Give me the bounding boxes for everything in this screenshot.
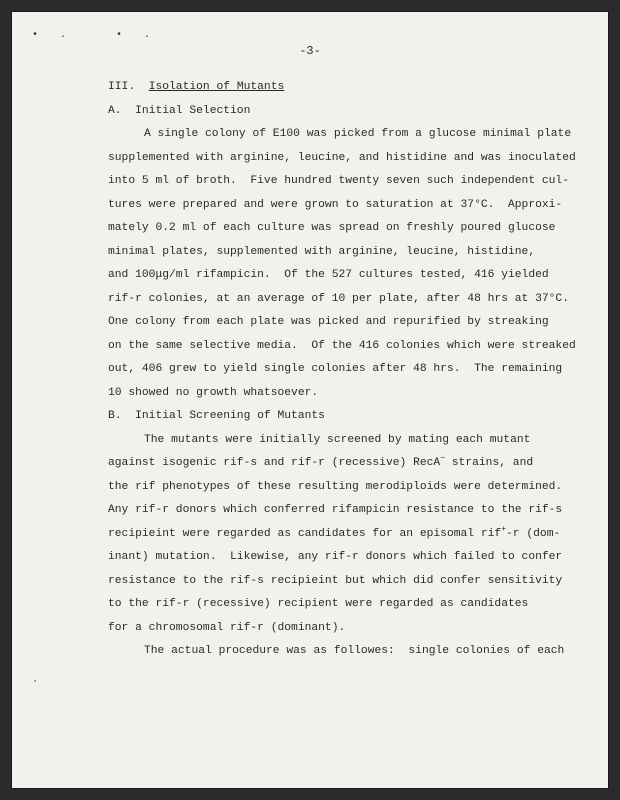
text-line: mately 0.2 ml of each culture was spread on freshly poured glucose — [108, 222, 556, 234]
text-line: resistance to the rif-s recipieint but which did confer sensitivity — [108, 574, 563, 587]
text-line: minimal plates, supplemented with arginine, leucine, histidine, — [108, 245, 536, 258]
section-title: Isolation of Mutants — [148, 81, 285, 93]
text-line: 10 showed no growth whatsoever. — [108, 386, 319, 399]
text-line: out, 406 grew to yield single colonies after 48 hrs. The remaining — [108, 363, 563, 375]
text-fragment: recipieint were regarded as candidates for an episomal rif — [108, 527, 502, 540]
text-line: supplemented with arginine, leucine, and histidine and was inoculated — [108, 151, 576, 164]
text-fragment: -r (dom- — [506, 527, 561, 540]
paragraph-a — [108, 123, 576, 405]
text-line: and 100μg/ml rifampicin. Of the 527 cultures tested, 416 yielded — [108, 269, 549, 281]
text-line — [108, 452, 534, 476]
text-line: Any rif-r donors which conferred rifampicin resistance to the rif-s — [108, 504, 563, 516]
page-number: -3- — [299, 44, 321, 58]
text-line: rif-r colonies, at an average of 10 per plate, after 48 hrs at 37°C. — [108, 292, 569, 305]
text-line: into 5 ml of broth. Five hundred twenty seven such independent cul- — [108, 175, 569, 187]
text-fragment: against isogenic rif-s and rif-r (recessive) RecA — [108, 457, 441, 469]
subsection-a-heading: A. Initial Selection — [108, 104, 251, 117]
subsection-b-heading: B. Initial Screening of Mutants — [108, 410, 325, 422]
text-line: to the rif-r (recessive) recipient were regarded as candidates — [108, 598, 529, 610]
text-line: the rif phenotypes of these resulting merodiploids were determined. — [108, 480, 563, 493]
margin-mark — [34, 680, 36, 682]
text-line: The mutants were initially screened by mating each mutant — [144, 433, 531, 446]
document-page — [12, 12, 608, 788]
text-line: on the same selective media. Of the 416 colonies which were streaked — [108, 339, 576, 352]
section-heading — [108, 76, 528, 100]
text-line: A single colony of E100 was picked from a glucose minimal plate — [144, 128, 572, 140]
paragraph-c: The actual procedure was as followes: single colonies of each — [144, 645, 565, 657]
document-body — [108, 76, 576, 664]
text-line: for a chromosomal rif-r (dominant). — [108, 621, 346, 634]
text-line: tures were prepared and were grown to saturation at 37°C. Approxi- — [108, 198, 563, 211]
text-line — [108, 523, 561, 547]
section-numeral: III. — [108, 81, 136, 93]
superscript: + — [501, 524, 507, 534]
page-specks: •. •. — [32, 30, 173, 41]
text-line: One colony from each plate was picked and repurified by streaking — [108, 316, 549, 328]
text-fragment: strains, and — [445, 457, 534, 469]
superscript: − — [440, 454, 445, 464]
text-line: inant) mutation. Likewise, any rif-r donors which failed to confer — [108, 551, 563, 563]
paragraph-b — [108, 429, 563, 641]
